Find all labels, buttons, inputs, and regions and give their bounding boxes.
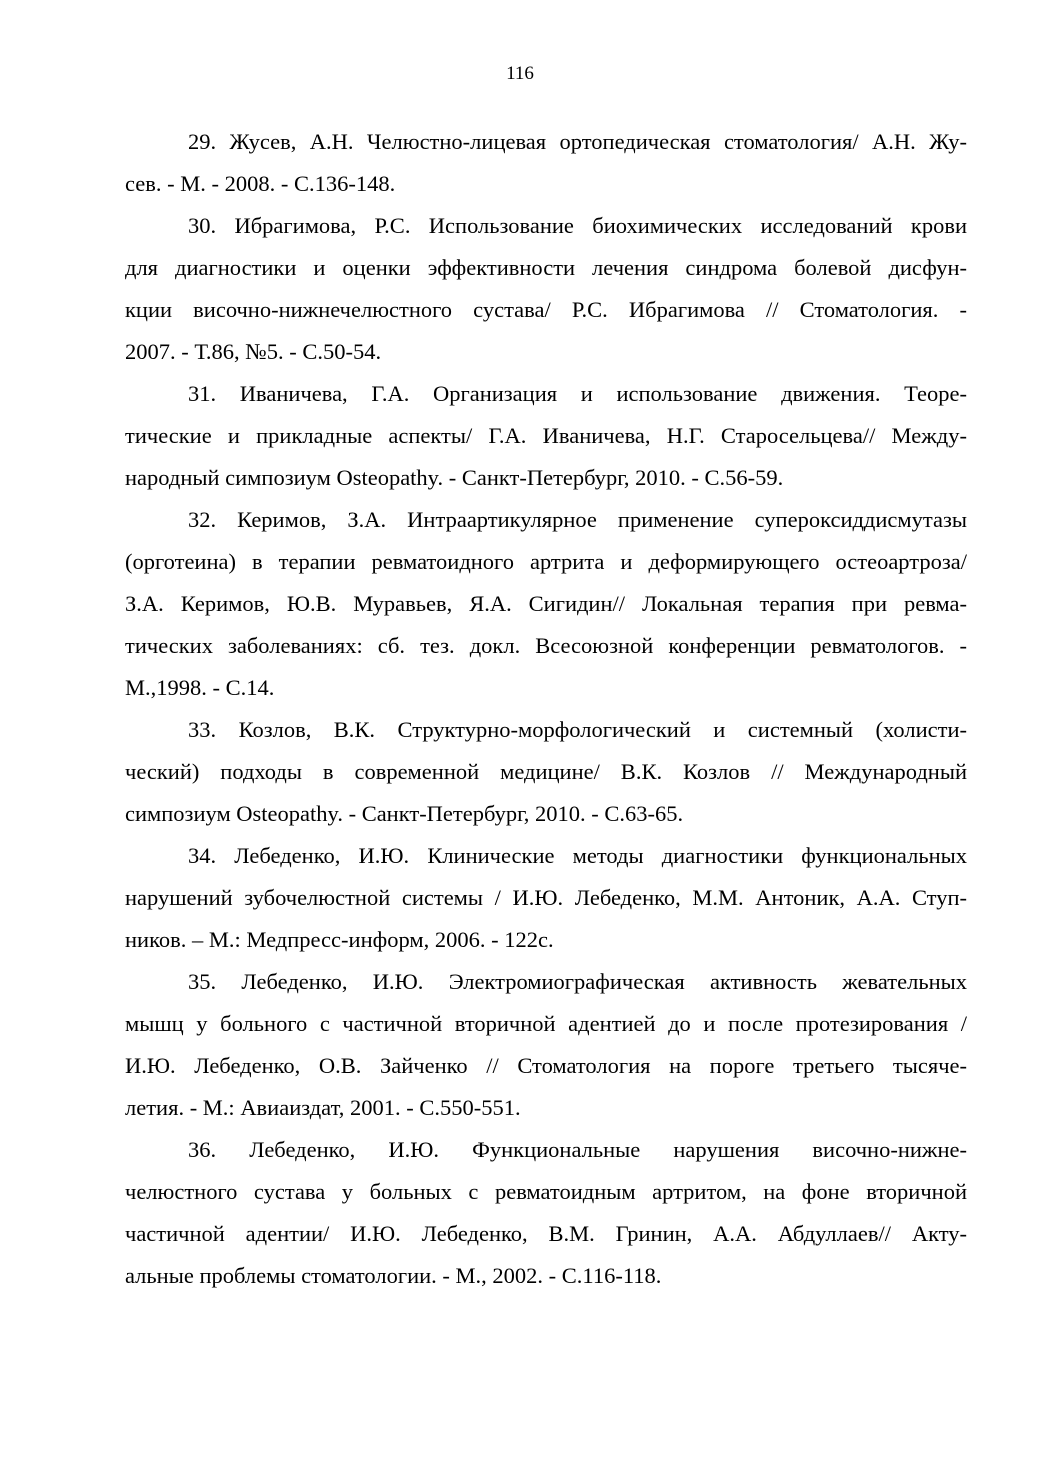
reference-line: челюстного сустава у больных с ревматоидным артритом, на фоне вторичной xyxy=(125,1179,967,1204)
reference-line: 30. Ибрагимова, Р.С. Использование биохимических исследований крови xyxy=(188,213,967,238)
reference-line: М.,1998. - С.14. xyxy=(125,675,275,700)
reference-line: ческий) подходы в современной медицине/ В.К. Козлов // Международный xyxy=(125,759,967,784)
reference-line: И.Ю. Лебеденко, О.В. Зайченко // Стоматология на пороге третьего тысяче- xyxy=(125,1053,967,1078)
reference-line: симпозиум Osteopathy. - Санкт-Петербург, 2010. - С.63-65. xyxy=(125,801,684,826)
reference-line: народный симпозиум Osteopathy. - Санкт-Петербург, 2010. - С.56-59. xyxy=(125,465,784,490)
reference-entry xyxy=(125,205,967,373)
page-number: 116 xyxy=(506,63,534,84)
reference-line: для диагностики и оценки эффективности лечения синдрома болевой дисфун- xyxy=(125,255,967,280)
reference-line: летия. - М.: Авиаиздат, 2001. - С.550-551. xyxy=(125,1095,521,1120)
reference-line: ников. – М.: Медпресс-информ, 2006. - 122с. xyxy=(125,927,554,952)
reference-line: тических заболеваниях: сб. тез. докл. Всесоюзной конференции ревматологов. - xyxy=(125,633,967,658)
reference-line: (орготеина) в терапии ревматоидного артрита и деформирующего остеоартроза/ xyxy=(125,549,967,574)
reference-line: 33. Козлов, В.К. Структурно-морфологический и системный (холисти- xyxy=(188,717,967,742)
reference-line: 36. Лебеденко, И.Ю. Функциональные нарушения височно-нижне- xyxy=(188,1137,967,1162)
reference-list xyxy=(125,121,967,1297)
reference-line: кции височно-нижнечелюстного сустава/ Р.С. Ибрагимова // Стоматология. - xyxy=(125,297,967,322)
reference-line: 31. Иваничева, Г.А. Организация и использование движения. Теоре- xyxy=(188,381,967,406)
reference-entry xyxy=(125,1129,967,1297)
reference-entry xyxy=(125,121,967,205)
reference-line: 32. Керимов, З.А. Интраартикулярное применение супероксиддисмутазы xyxy=(188,507,967,532)
reference-line: частичной адентии/ И.Ю. Лебеденко, В.М. Гринин, А.А. Абдуллаев// Акту- xyxy=(125,1221,967,1246)
reference-line: 34. Лебеденко, И.Ю. Клинические методы диагностики функциональных xyxy=(188,843,967,868)
reference-line: альные проблемы стоматологии. - М., 2002. - С.116-118. xyxy=(125,1263,662,1288)
reference-line: 2007. - Т.86, №5. - С.50-54. xyxy=(125,339,382,364)
reference-line: 29. Жусев, А.Н. Челюстно-лицевая ортопедическая стоматология/ А.Н. Жу- xyxy=(188,129,967,154)
reference-entry xyxy=(125,961,967,1129)
reference-line: 35. Лебеденко, И.Ю. Электромиографическая активность жевательных xyxy=(188,969,967,994)
reference-entry xyxy=(125,709,967,835)
reference-line: тические и прикладные аспекты/ Г.А. Иваничева, Н.Г. Старосельцева// Между- xyxy=(125,423,967,448)
reference-line: мышц у больного с частичной вторичной адентией до и после протезирования / xyxy=(125,1011,967,1036)
reference-entry xyxy=(125,373,967,499)
reference-line: З.А. Керимов, Ю.В. Муравьев, Я.А. Сигидин// Локальная терапия при ревма- xyxy=(125,591,967,616)
reference-line: сев. - М. - 2008. - С.136-148. xyxy=(125,171,396,196)
reference-entry xyxy=(125,499,967,709)
reference-line: нарушений зубочелюстной системы / И.Ю. Лебеденко, М.М. Антоник, А.А. Ступ- xyxy=(125,885,967,910)
reference-entry xyxy=(125,835,967,961)
